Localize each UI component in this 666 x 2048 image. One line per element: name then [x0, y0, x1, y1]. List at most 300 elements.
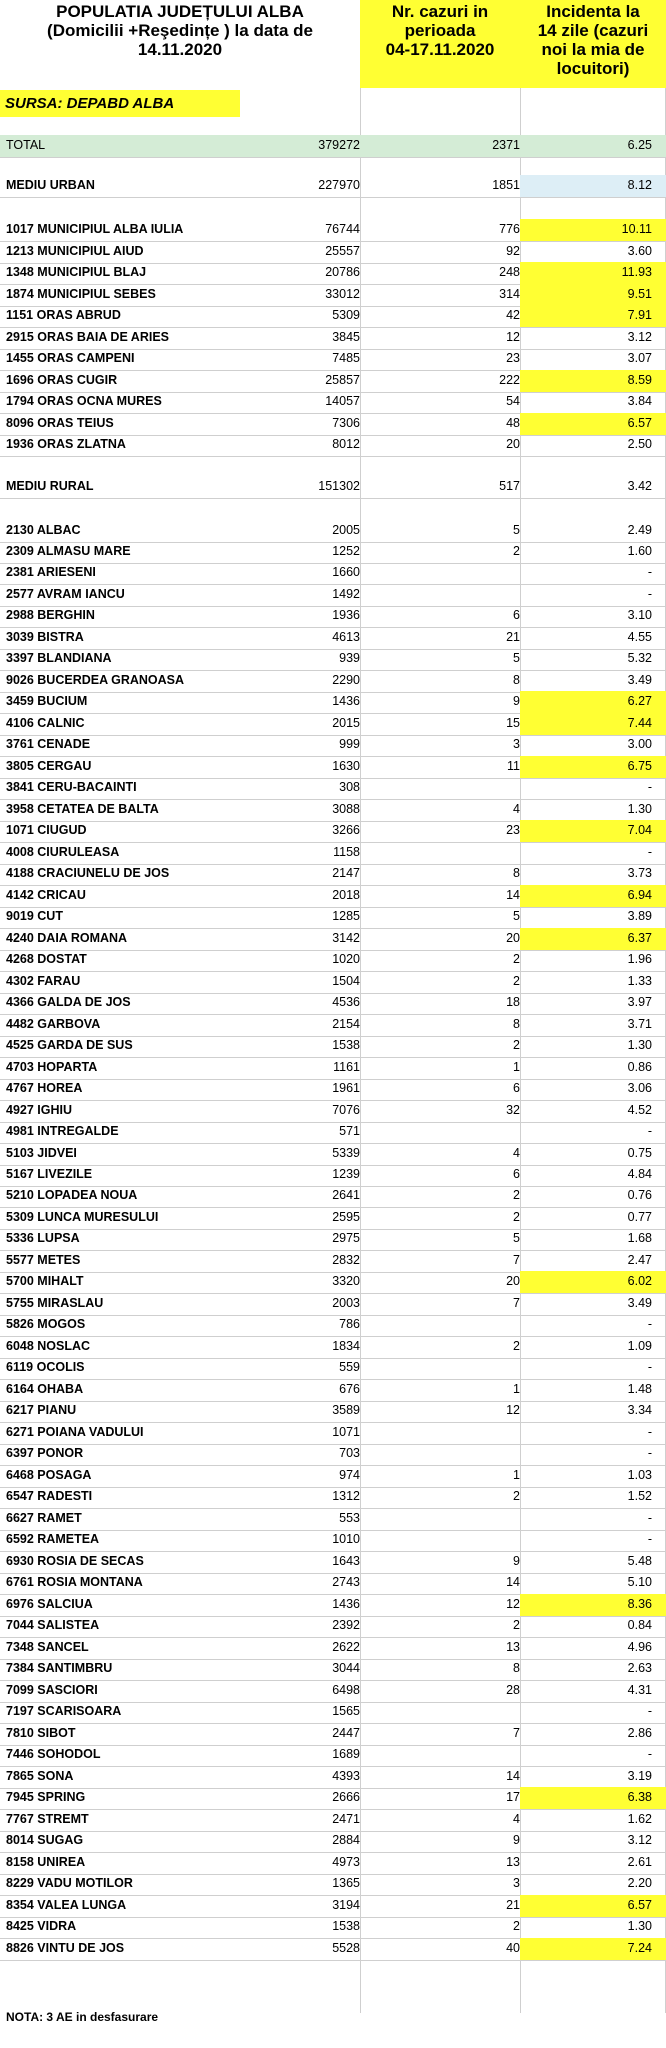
header-cases-line3: 04-17.11.2020: [385, 40, 495, 59]
row-cases: 1851: [492, 178, 520, 193]
row-population: 2471: [332, 1812, 360, 1827]
row-population: 2884: [332, 1833, 360, 1848]
row-name: 7810 SIBOT: [6, 1726, 76, 1741]
row-cases: 14: [506, 1575, 520, 1590]
table-row: [0, 1379, 666, 1400]
row-incidence: 1.52: [627, 1489, 652, 1504]
table-row: [0, 370, 666, 391]
row-incidence: 1.09: [627, 1339, 652, 1354]
row-incidence: 3.42: [627, 479, 652, 494]
row-population: 25857: [325, 373, 360, 388]
row-incidence: 1.48: [627, 1382, 652, 1397]
row-name: 8229 VADU MOTILOR: [6, 1876, 133, 1891]
row-cases: 9: [513, 1833, 520, 1848]
row-incidence: 1.30: [627, 1919, 652, 1934]
row-incidence: 1.03: [627, 1468, 652, 1483]
row-population: 939: [339, 651, 360, 666]
row-incidence: 3.00: [627, 737, 652, 752]
row-population: 1161: [333, 1060, 360, 1075]
table-row: [0, 713, 666, 734]
row-name: MEDIU RURAL: [6, 479, 94, 494]
row-cases: 2: [513, 1618, 520, 1633]
row-incidence: 0.84: [627, 1618, 652, 1633]
row-incidence: 2.20: [627, 1876, 652, 1891]
row-population: 7306: [332, 416, 360, 431]
row-incidence: 3.07: [627, 351, 652, 366]
row-incidence: 6.94: [520, 885, 666, 906]
table-row: [0, 262, 666, 283]
row-population: 33012: [325, 287, 360, 302]
table-row: [0, 1100, 666, 1121]
row-population: 4613: [332, 630, 360, 645]
row-name: 4240 DAIA ROMANA: [6, 931, 128, 946]
row-population: 559: [339, 1360, 360, 1375]
row-name: 2130 ALBAC: [6, 523, 81, 538]
row-divider: [0, 1960, 666, 1961]
row-incidence: 0.75: [627, 1146, 652, 1161]
table-row: [0, 1916, 666, 1937]
table-row: [0, 670, 666, 691]
table-row: [0, 605, 666, 626]
row-population: 5309: [332, 308, 360, 323]
row-name: 3459 BUCIUM: [6, 694, 88, 709]
table-row: [0, 1680, 666, 1701]
row-name: 5103 JIDVEI: [6, 1146, 77, 1161]
row-cases: 8: [513, 673, 520, 688]
row-population: 20786: [325, 265, 360, 280]
row-population: 1010: [332, 1532, 360, 1547]
row-incidence: 3.49: [627, 1296, 652, 1311]
row-name: 2381 ARIESENI: [6, 565, 96, 580]
row-population: 7076: [332, 1103, 360, 1118]
header-inc-line1: Incidenta la: [546, 2, 640, 21]
row-population: 2447: [332, 1726, 360, 1741]
row-population: 2975: [332, 1231, 360, 1246]
row-population: 1285: [332, 909, 360, 924]
row-cases: 5: [513, 1231, 520, 1246]
table-row: [0, 691, 666, 712]
row-population: 3194: [332, 1898, 360, 1913]
row-name: 9019 CUT: [6, 909, 63, 924]
table-row: [0, 175, 666, 196]
row-name: 4981 INTREGALDE: [6, 1124, 119, 1139]
row-name: 4767 HOREA: [6, 1081, 83, 1096]
row-cases: 8: [513, 1661, 520, 1676]
row-name: 7197 SCARISOARA: [6, 1704, 122, 1719]
row-name: 5755 MIRASLAU: [6, 1296, 104, 1311]
table-row: [0, 1185, 666, 1206]
row-cases: 5: [513, 651, 520, 666]
row-name: 7446 SOHODOL: [6, 1747, 101, 1762]
row-population: 2743: [332, 1575, 360, 1590]
row-name: 4703 HOPARTA: [6, 1060, 98, 1075]
row-population: 2147: [332, 866, 360, 881]
row-cases: 7: [513, 1296, 520, 1311]
row-population: 25557: [325, 244, 360, 259]
row-population: 1504: [332, 974, 360, 989]
row-population: 2290: [332, 673, 360, 688]
row-name: TOTAL: [6, 138, 46, 153]
row-name: 4268 DOSTAT: [6, 952, 87, 967]
table-row: [0, 1723, 666, 1744]
header-inc-line3: noi la mia de: [541, 40, 645, 59]
row-population: 6498: [332, 1683, 360, 1698]
row-incidence: 8.36: [520, 1594, 666, 1615]
row-cases: 4: [513, 802, 520, 817]
row-cases: 248: [499, 265, 520, 280]
row-incidence: 3.60: [627, 244, 652, 259]
row-cases: 517: [499, 479, 520, 494]
row-incidence: -: [647, 845, 652, 860]
table-row: [0, 1852, 666, 1873]
row-name: 4366 GALDA DE JOS: [6, 995, 131, 1010]
row-population: 4536: [332, 995, 360, 1010]
row-incidence: 3.12: [627, 1833, 652, 1848]
row-cases: 13: [506, 1640, 520, 1655]
row-name: 5167 LIVEZILE: [6, 1167, 93, 1182]
row-incidence: 2.47: [627, 1253, 652, 1268]
row-cases: 28: [506, 1683, 520, 1698]
row-incidence: 6.38: [520, 1787, 666, 1808]
row-incidence: -: [647, 1425, 652, 1440]
row-population: 1365: [332, 1876, 360, 1891]
row-incidence: 7.44: [520, 713, 666, 734]
row-cases: 2: [513, 952, 520, 967]
row-name: 6217 PIANU: [6, 1403, 77, 1418]
row-cases: 48: [506, 416, 520, 431]
table-row: [0, 734, 666, 755]
table-row: [0, 1443, 666, 1464]
row-incidence: 2.86: [627, 1726, 652, 1741]
row-population: 1660: [332, 565, 360, 580]
row-name: 3761 CENADE: [6, 737, 91, 752]
row-incidence: 0.76: [627, 1188, 652, 1203]
row-cases: 2: [513, 1339, 520, 1354]
row-incidence: 6.57: [520, 413, 666, 434]
row-cases: 20: [506, 437, 520, 452]
table-row: [0, 1121, 666, 1142]
row-name: 4106 CALNIC: [6, 716, 85, 731]
table-row: [0, 1207, 666, 1228]
row-name: 9026 BUCERDEA GRANOASA: [6, 673, 185, 688]
row-name: 7945 SPRING: [6, 1790, 86, 1805]
row-cases: 2: [513, 1210, 520, 1225]
row-incidence: 10.11: [520, 219, 666, 240]
row-name: 3958 CETATEA DE BALTA: [6, 802, 159, 817]
header-cases-line2: perioada: [404, 21, 476, 40]
table-row: [0, 562, 666, 583]
table-row: [0, 885, 666, 906]
row-cases: 40: [506, 1941, 520, 1956]
table-row: [0, 1572, 666, 1593]
table-row: [0, 1250, 666, 1271]
row-population: 1565: [332, 1704, 360, 1719]
table-row: [0, 520, 666, 541]
row-incidence: -: [647, 1317, 652, 1332]
row-population: 8012: [332, 437, 360, 452]
row-incidence: 11.93: [520, 262, 666, 283]
row-population: 2003: [332, 1296, 360, 1311]
row-population: 1436: [332, 1597, 360, 1612]
row-incidence: 6.27: [520, 691, 666, 712]
table-row: [0, 434, 666, 455]
row-cases: 2371: [492, 138, 520, 153]
row-name: 6119 OCOLIS: [6, 1360, 85, 1375]
row-cases: 6: [513, 608, 520, 623]
row-name: MEDIU URBAN: [6, 178, 95, 193]
row-incidence: 6.02: [520, 1271, 666, 1292]
row-incidence: 3.97: [627, 995, 652, 1010]
table-row: [0, 284, 666, 305]
row-population: 571: [339, 1124, 360, 1139]
table-row: [0, 971, 666, 992]
row-cases: 14: [506, 1769, 520, 1784]
table-row: [0, 1873, 666, 1894]
header-cases: [360, 0, 520, 88]
table-row: [0, 992, 666, 1013]
row-population: 1538: [332, 1919, 360, 1934]
footnote: NOTA: 3 AE in desfasurare: [6, 2010, 159, 2024]
row-incidence: 1.96: [627, 952, 652, 967]
row-population: 14057: [325, 394, 360, 409]
row-cases: 6: [513, 1081, 520, 1096]
row-name: 4008 CIURULEASA: [6, 845, 120, 860]
row-incidence: 1.30: [627, 802, 652, 817]
row-cases: 42: [506, 308, 520, 323]
row-population: 1071: [332, 1425, 360, 1440]
row-population: 676: [339, 1382, 360, 1397]
row-cases: 12: [506, 1403, 520, 1418]
header-title-line3: 14.11.2020: [137, 40, 223, 59]
row-incidence: -: [647, 1704, 652, 1719]
row-name: 5309 LUNCA MURESULUI: [6, 1210, 159, 1225]
table-row: [0, 756, 666, 777]
row-cases: 54: [506, 394, 520, 409]
row-population: 1689: [332, 1747, 360, 1762]
table-row: [0, 1594, 666, 1615]
table-row: [0, 1228, 666, 1249]
row-cases: 14: [506, 888, 520, 903]
row-population: 3088: [332, 802, 360, 817]
row-name: 1455 ORAS CAMPENI: [6, 351, 135, 366]
row-cases: 5: [513, 909, 520, 924]
table-row: [0, 327, 666, 348]
row-population: 2832: [332, 1253, 360, 1268]
row-cases: 776: [499, 222, 520, 237]
row-incidence: 8.59: [520, 370, 666, 391]
row-incidence: 4.55: [627, 630, 652, 645]
row-population: 2666: [332, 1790, 360, 1805]
header-inc-line4: locuitori): [556, 59, 630, 78]
row-incidence: 3.10: [627, 608, 652, 623]
row-cases: 2: [513, 544, 520, 559]
row-population: 151302: [318, 479, 360, 494]
row-cases: 9: [513, 694, 520, 709]
row-cases: 12: [506, 1597, 520, 1612]
row-cases: 20: [506, 1274, 520, 1289]
table-row: [0, 799, 666, 820]
row-name: 4188 CRACIUNELU DE JOS: [6, 866, 170, 881]
table-row: [0, 1766, 666, 1787]
row-cases: 11: [507, 759, 520, 774]
table-row: [0, 1744, 666, 1765]
row-name: 6761 ROSIA MONTANA: [6, 1575, 143, 1590]
table-row: [0, 1508, 666, 1529]
row-population: 5528: [332, 1941, 360, 1956]
table-row: [0, 584, 666, 605]
row-population: 999: [339, 737, 360, 752]
row-name: 8014 SUGAG: [6, 1833, 84, 1848]
row-population: 1436: [332, 694, 360, 709]
row-name: 8354 VALEA LUNGA: [6, 1898, 127, 1913]
row-incidence: 0.77: [627, 1210, 652, 1225]
table-row: [0, 348, 666, 369]
table-row: [0, 627, 666, 648]
row-name: 2915 ORAS BAIA DE ARIES: [6, 330, 170, 345]
table-row: [0, 1787, 666, 1808]
table-row: [0, 1615, 666, 1636]
row-incidence: 3.19: [627, 1769, 652, 1784]
table-row: [0, 1357, 666, 1378]
row-name: 7865 SONA: [6, 1769, 74, 1784]
table-row: [0, 820, 666, 841]
row-population: 3142: [332, 931, 360, 946]
row-name: 5577 METES: [6, 1253, 81, 1268]
row-cases: 13: [506, 1855, 520, 1870]
row-incidence: -: [647, 587, 652, 602]
row-incidence: 2.61: [627, 1855, 652, 1870]
table-row: [0, 241, 666, 262]
table-row: [0, 135, 666, 156]
row-name: 1936 ORAS ZLATNA: [6, 437, 126, 452]
row-cases: 18: [506, 995, 520, 1010]
row-population: 4973: [332, 1855, 360, 1870]
table-row: [0, 476, 666, 497]
row-cases: 1: [513, 1468, 520, 1483]
row-population: 2392: [332, 1618, 360, 1633]
header-inc-line2: 14 zile (cazuri: [537, 21, 649, 40]
row-name: 1017 MUNICIPIUL ALBA IULIA: [6, 222, 184, 237]
row-cases: 1: [513, 1060, 520, 1075]
row-population: 308: [339, 780, 360, 795]
row-cases: 17: [506, 1790, 520, 1805]
row-population: 1252: [332, 544, 360, 559]
row-population: 1492: [332, 587, 360, 602]
row-name: 7767 STREMT: [6, 1812, 89, 1827]
row-name: 6468 POSAGA: [6, 1468, 92, 1483]
row-name: 7099 SASCIORI: [6, 1683, 98, 1698]
row-cases: 21: [506, 630, 520, 645]
row-incidence: 3.73: [627, 866, 652, 881]
row-name: 6164 OHABA: [6, 1382, 84, 1397]
table-row: [0, 1658, 666, 1679]
row-name: 1151 ORAS ABRUD: [6, 308, 121, 323]
table-row: [0, 1701, 666, 1722]
row-population: 4393: [332, 1769, 360, 1784]
table-row: [0, 928, 666, 949]
table-row: [0, 1014, 666, 1035]
row-cases: 2: [513, 1038, 520, 1053]
table-row: [0, 1293, 666, 1314]
row-population: 3589: [332, 1403, 360, 1418]
row-name: 3039 BISTRA: [6, 630, 84, 645]
row-cases: 2: [513, 1919, 520, 1934]
row-divider: [0, 197, 666, 198]
table-row: [0, 648, 666, 669]
row-population: 1630: [332, 759, 360, 774]
row-name: 1071 CIUGUD: [6, 823, 87, 838]
row-incidence: 2.63: [627, 1661, 652, 1676]
row-population: 2018: [332, 888, 360, 903]
row-name: 1794 ORAS OCNA MURES: [6, 394, 162, 409]
row-incidence: 3.71: [627, 1017, 652, 1032]
row-incidence: -: [647, 1124, 652, 1139]
row-population: 227970: [318, 178, 360, 193]
row-name: 5210 LOPADEA NOUA: [6, 1188, 138, 1203]
row-name: 5700 MIHALT: [6, 1274, 84, 1289]
row-cases: 4: [513, 1812, 520, 1827]
row-population: 1020: [332, 952, 360, 967]
row-incidence: 4.84: [627, 1167, 652, 1182]
row-divider: [0, 498, 666, 499]
table-row: [0, 1529, 666, 1550]
table-row: [0, 1164, 666, 1185]
row-cases: 9: [513, 1554, 520, 1569]
row-population: 2005: [332, 523, 360, 538]
table-row: [0, 1830, 666, 1851]
row-name: 1696 ORAS CUGIR: [6, 373, 118, 388]
table-row: [0, 219, 666, 240]
row-incidence: 6.37: [520, 928, 666, 949]
row-incidence: 3.06: [627, 1081, 652, 1096]
row-population: 1239: [332, 1167, 360, 1182]
row-name: 4927 IGHIU: [6, 1103, 73, 1118]
row-population: 1158: [333, 845, 360, 860]
row-divider: [0, 157, 666, 158]
table-row: [0, 777, 666, 798]
table-row: [0, 1314, 666, 1335]
row-population: 1936: [332, 608, 360, 623]
table-row: [0, 842, 666, 863]
row-name: 3805 CERGAU: [6, 759, 92, 774]
row-population: 379272: [318, 138, 360, 153]
row-population: 974: [339, 1468, 360, 1483]
table-row: [0, 1336, 666, 1357]
row-name: 4142 CRICAU: [6, 888, 86, 903]
row-population: 2641: [332, 1188, 360, 1203]
row-incidence: 1.60: [627, 544, 652, 559]
row-population: 3044: [332, 1661, 360, 1676]
row-incidence: 1.62: [627, 1812, 652, 1827]
header-title-line1: POPULATIA JUDEȚULUI ALBA: [56, 2, 304, 21]
row-incidence: 3.89: [627, 909, 652, 924]
row-cases: 8: [513, 866, 520, 881]
row-name: 1874 MUNICIPIUL SEBES: [6, 287, 156, 302]
row-cases: 32: [506, 1103, 520, 1118]
table-row: [0, 541, 666, 562]
row-incidence: 9.51: [520, 284, 666, 305]
row-incidence: 3.12: [627, 330, 652, 345]
table-row: [0, 391, 666, 412]
row-population: 3266: [332, 823, 360, 838]
table-row: [0, 1486, 666, 1507]
row-population: 5339: [332, 1146, 360, 1161]
table-row: [0, 1400, 666, 1421]
row-name: 2577 AVRAM IANCU: [6, 587, 125, 602]
row-incidence: 3.49: [627, 673, 652, 688]
row-name: 8425 VIDRA: [6, 1919, 77, 1934]
row-incidence: 3.84: [627, 394, 652, 409]
